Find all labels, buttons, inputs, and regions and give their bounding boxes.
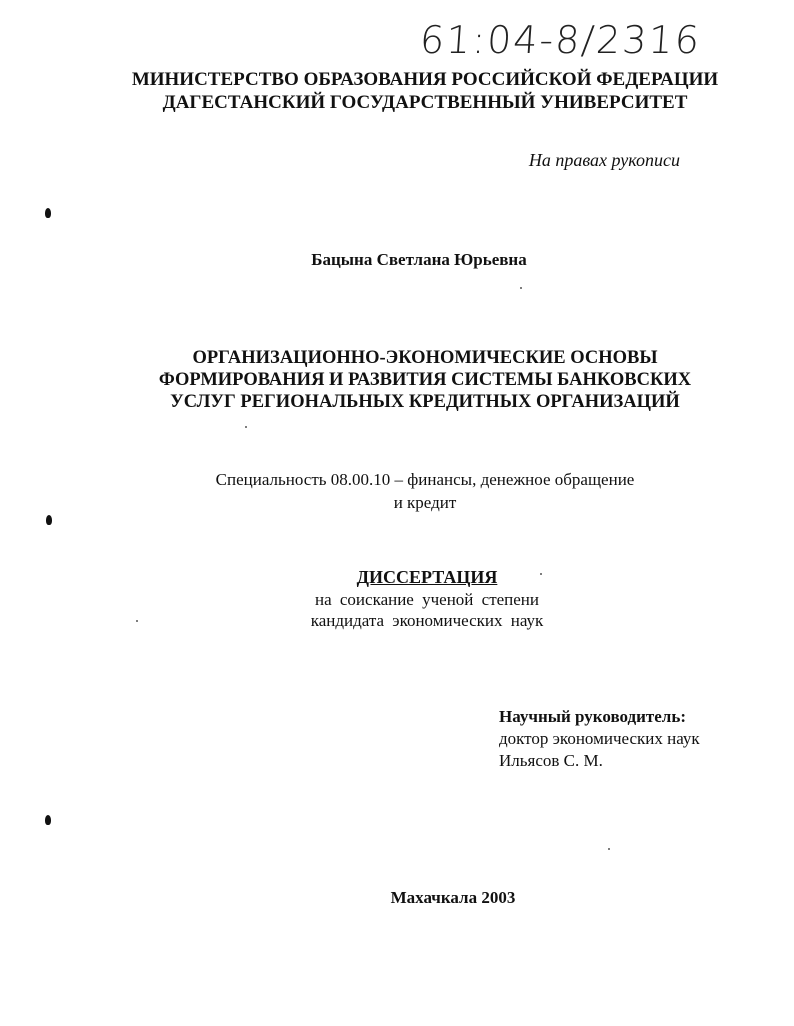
scan-speck [520,287,522,289]
scan-speck [136,620,138,622]
binder-mark [45,815,51,825]
ministry-line-2: ДАГЕСТАНСКИЙ ГОСУДАРСТВЕННЫЙ УНИВЕРСИТЕТ [162,92,688,113]
degree-sought [30,589,794,631]
manuscript-note: На правах рукописи [528,150,680,170]
specialty-line-1: Специальность 08.00.10 – финансы, денежное обращение [215,470,635,489]
supervisor-name: Ильясов С. М. [499,751,603,770]
specialty [100,468,750,514]
author-name: Бацына Светлана Юрьевна [311,250,527,269]
title-line-2: ФОРМИРОВАНИЯ И РАЗВИТИЯ СИСТЕМЫ БАНКОВСКИХ [158,370,692,390]
dissertation-heading: ДИССЕРТАЦИЯ [356,567,498,587]
dissertation-title [100,347,750,413]
supervisor-degree: доктор экономических наук [499,729,700,748]
supervisor-label: Научный руководитель: [499,707,686,726]
city-year: Махачкала 2003 [390,888,516,907]
scan-speck [540,573,542,575]
degree-line-2: кандидата экономических наук [310,611,544,630]
scan-speck [245,426,247,428]
specialty-line-2: и кредит [393,493,457,512]
scan-speck [608,848,610,850]
ministry-header [100,68,750,114]
ministry-line-1: МИНИСТЕРСТВО ОБРАЗОВАНИЯ РОССИЙСКОЙ ФЕДЕРАЦИИ [131,69,719,90]
degree-line-1: на соискание ученой степени [314,590,540,609]
title-line-1: ОРГАНИЗАЦИОННО-ЭКОНОМИЧЕСКИЕ ОСНОВЫ [192,348,658,368]
binder-mark [45,208,51,218]
handwritten-archive-number: 61:04-8/2316 [418,18,703,62]
title-line-3: УСЛУГ РЕГИОНАЛЬНЫХ КРЕДИТНЫХ ОРГАНИЗАЦИЙ [170,392,680,412]
binder-mark [46,515,52,525]
supervisor-block [499,706,700,772]
